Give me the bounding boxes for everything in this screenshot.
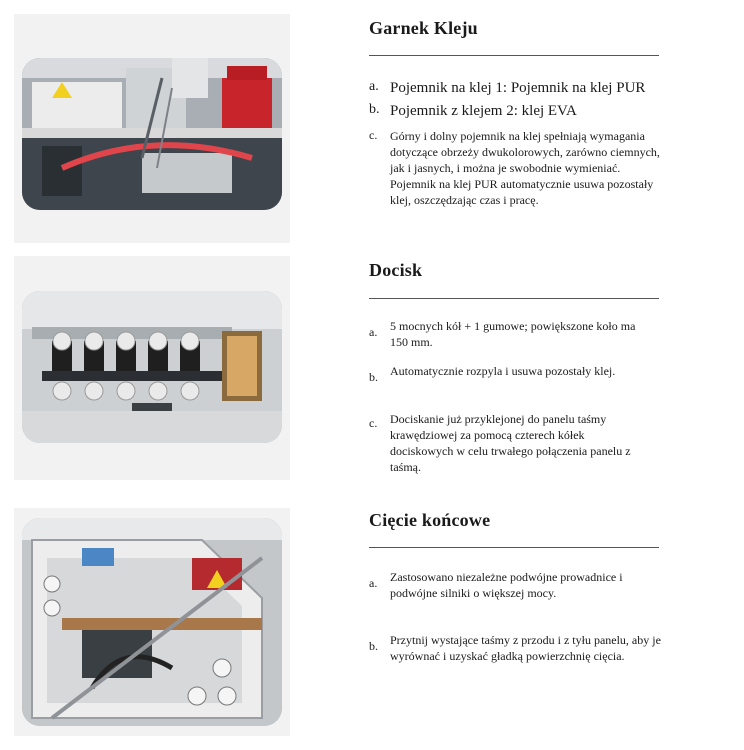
item-label: a.	[369, 325, 378, 339]
section-pressure	[369, 260, 669, 490]
list-item	[369, 318, 639, 350]
item-label: c.	[369, 128, 378, 142]
section-divider	[369, 547, 659, 548]
item-text: Zastosowano niezależne podwójne prowadnice i podwójne silniki o większej mocy.	[390, 570, 623, 600]
item-label: b.	[369, 639, 378, 653]
item-text: Dociskanie już przyklejonej do panelu taśmy krawędziowej za pomocą czterech kółek dociskowych w celu trwałego połączenia panelu z taśmą.	[390, 412, 631, 474]
list-item	[369, 79, 669, 97]
list-item	[369, 411, 639, 475]
list-item	[369, 102, 669, 120]
pressure-rollers-illustration	[22, 291, 282, 443]
section-title: Docisk	[369, 260, 423, 280]
item-text: Pojemnik na klej 1: Pojemnik na klej PUR	[390, 80, 646, 96]
photo-frame-pressure	[14, 256, 290, 480]
list-item	[369, 569, 669, 601]
section-divider	[369, 298, 659, 299]
end-trimming-illustration	[22, 518, 282, 726]
item-text: Automatycznie rozpyla i usuwa pozostały klej.	[390, 364, 616, 378]
section-title: Cięcie końcowe	[369, 510, 491, 530]
list-item	[369, 363, 639, 385]
pressure-rollers-machine-photo	[22, 291, 282, 443]
item-label: a.	[369, 576, 378, 590]
item-text: Przytnij wystające taśmy z przodu i z tyłu panelu, aby je wyrównać i uzyskać gładką powierzchnię cięcia.	[390, 633, 661, 663]
glue-pot-machine-photo	[22, 58, 282, 210]
section-end-trimming	[369, 510, 669, 710]
item-text: Górny i dolny pojemnik na klej spełniają wymagania dotyczące obrzeży dwukolorowych, zarówno ciemnych, jak i jasnych, i można je swobodnie wymieniać. Pojemnik na klej PUR automatycznie usuwa pozostały klej, oszczędzając czas i pracę.	[390, 129, 660, 207]
item-label: b.	[369, 370, 378, 384]
photo-frame-end-trimming	[14, 508, 290, 736]
item-text: 5 mocnych kół + 1 gumowe; powiększone koło ma 150 mm.	[390, 319, 636, 349]
list-item	[369, 632, 669, 664]
item-label: a.	[369, 79, 379, 94]
end-trimming-machine-photo	[22, 518, 282, 726]
section-title: Garnek Kleju	[369, 18, 478, 38]
photo-frame-glue-pot	[14, 14, 290, 243]
section-glue-pot	[369, 18, 669, 238]
list-item	[369, 128, 661, 208]
glue-pot-illustration	[22, 58, 282, 210]
item-label: c.	[369, 416, 378, 430]
section-divider	[369, 55, 659, 56]
item-text: Pojemnik z klejem 2: klej EVA	[390, 103, 577, 119]
item-label: b.	[369, 102, 380, 117]
